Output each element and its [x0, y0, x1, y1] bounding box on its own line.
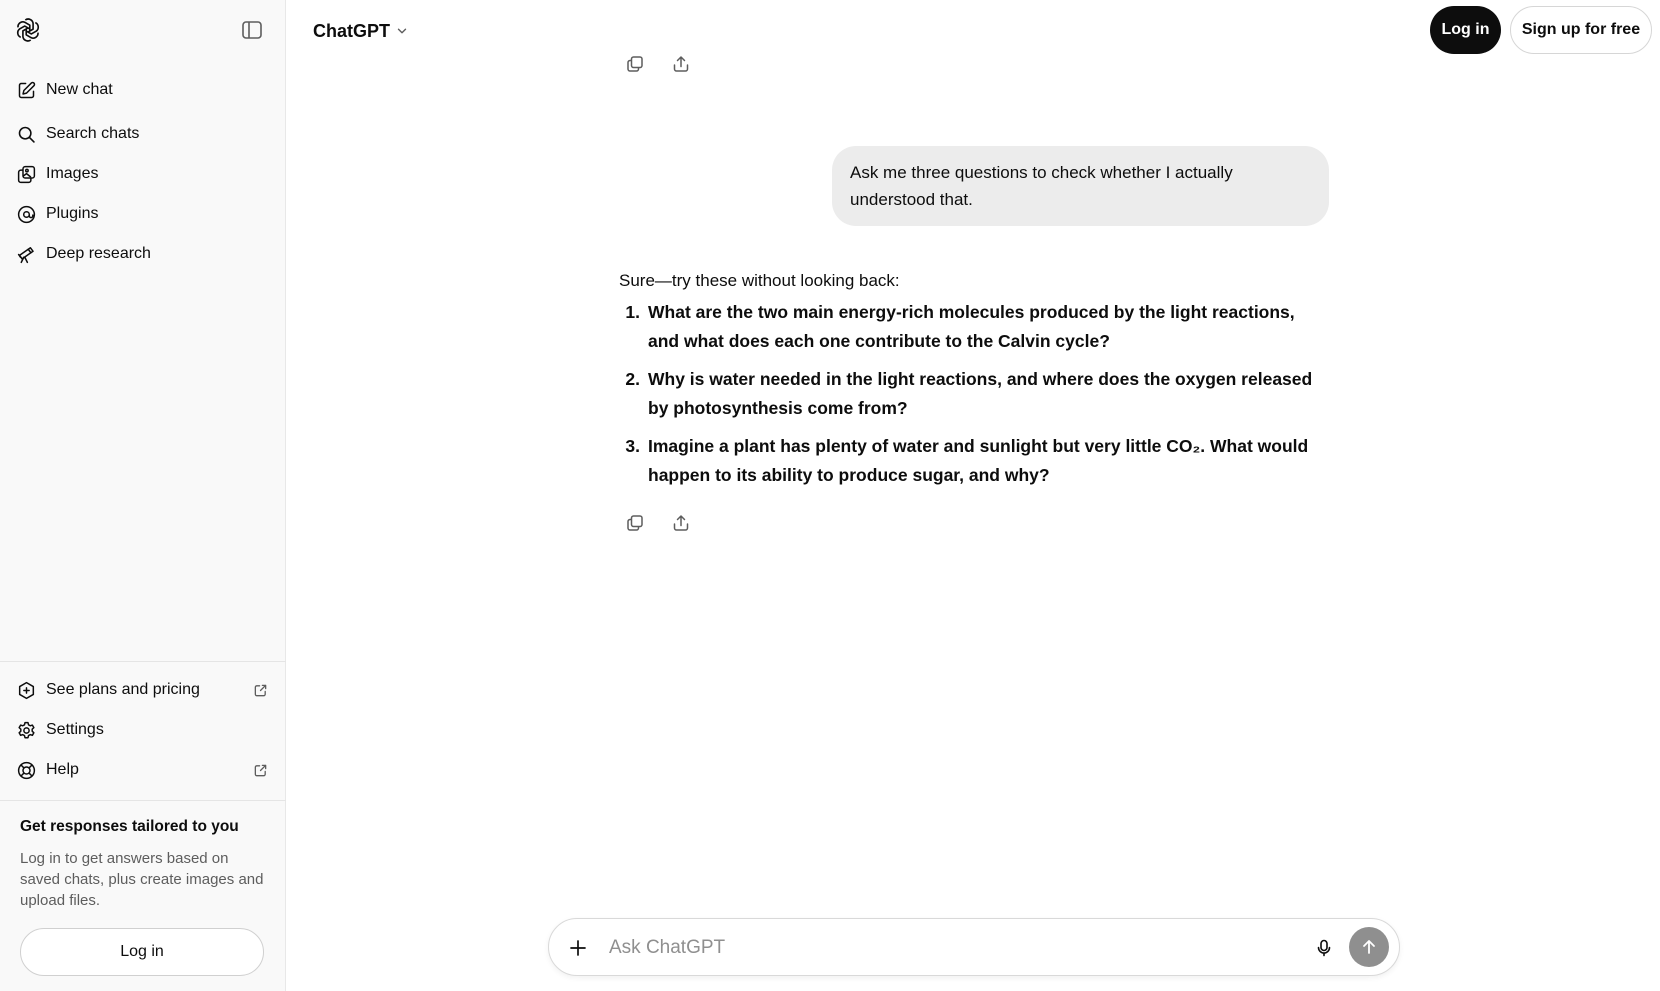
- question-text: Why is water needed in the light reactions, and where does the oxygen released by photosynthesis come from?: [648, 369, 1313, 418]
- sidebar-item-label: New chat: [46, 81, 113, 98]
- openai-logo-icon[interactable]: [15, 17, 41, 43]
- assistant-message: [619, 268, 1329, 499]
- sidebar-item-label: See plans and pricing: [46, 681, 200, 698]
- sidebar-item-label: Deep research: [46, 245, 151, 262]
- composer: [548, 918, 1400, 976]
- sidebar: [0, 0, 286, 991]
- user-message: Ask me three questions to check whether I actually understood that.: [832, 146, 1329, 226]
- list-number: 3.: [625, 436, 640, 456]
- images-icon: [16, 164, 37, 185]
- login-button[interactable]: Log in: [1430, 6, 1501, 54]
- sidebar-item-label: Plugins: [46, 205, 99, 222]
- list-number: 2.: [625, 369, 640, 389]
- telescope-icon: [16, 244, 37, 265]
- edit-icon: [16, 80, 37, 101]
- sidebar-item-plans-pricing[interactable]: [0, 670, 286, 710]
- sidebar-bottom-menu: [0, 670, 286, 790]
- sidebar-item-label: Search chats: [46, 125, 140, 142]
- plans-icon: [16, 680, 37, 701]
- list-number: 1.: [625, 302, 640, 322]
- promo-text: Log in to get answers based on saved chats, plus create images and upload files.: [20, 850, 264, 909]
- list-item: [619, 432, 1329, 490]
- question-text: What are the two main energy-rich molecules produced by the light reactions, and what does each one contribute to the Calvin cycle?: [648, 302, 1295, 351]
- sidebar-toggle-icon[interactable]: [240, 19, 264, 41]
- assistant-intro: Sure—try these without looking back:: [619, 271, 900, 290]
- sidebar-item-label: Help: [46, 761, 79, 778]
- question-list: [619, 298, 1329, 490]
- copy-icon[interactable]: [623, 511, 647, 535]
- message-actions: [623, 511, 693, 535]
- sidebar-item-new-chat[interactable]: [0, 68, 286, 112]
- list-item: [619, 298, 1329, 356]
- arrow-up-icon: [1359, 937, 1379, 957]
- sidebar-item-plugins[interactable]: [0, 194, 286, 234]
- sidebar-divider: [0, 800, 286, 801]
- message-actions: [623, 52, 693, 76]
- sidebar-item-label: Images: [46, 165, 99, 182]
- sidebar-item-images[interactable]: [0, 154, 286, 194]
- sidebar-item-search-chats[interactable]: [0, 114, 286, 154]
- list-item: [619, 365, 1329, 423]
- share-icon[interactable]: [669, 52, 693, 76]
- plus-icon[interactable]: [565, 935, 591, 961]
- sidebar-nav: [0, 68, 286, 274]
- sidebar-divider: [0, 661, 286, 662]
- help-icon: [16, 760, 37, 781]
- plugins-icon: [16, 204, 37, 225]
- copy-icon[interactable]: [623, 52, 647, 76]
- promo-login-button[interactable]: Log in: [20, 928, 264, 976]
- sidebar-item-label: Settings: [46, 721, 104, 738]
- question-text: Imagine a plant has plenty of water and sunlight but very little CO₂. What would happen to its ability to produce sugar, and why?: [648, 436, 1309, 485]
- external-link-icon: [253, 763, 268, 778]
- external-link-icon: [253, 683, 268, 698]
- model-name: ChatGPT: [313, 20, 391, 41]
- signup-button[interactable]: Sign up for free: [1510, 6, 1652, 54]
- share-icon[interactable]: [669, 511, 693, 535]
- sidebar-item-settings[interactable]: [0, 710, 286, 750]
- sidebar-item-deep-research[interactable]: [0, 234, 286, 274]
- search-icon: [16, 124, 37, 145]
- chevron-down-icon: [395, 24, 409, 38]
- microphone-icon[interactable]: [1311, 935, 1337, 961]
- gear-icon: [16, 720, 37, 741]
- send-button[interactable]: [1349, 927, 1389, 967]
- model-selector[interactable]: [313, 18, 409, 44]
- login-promo: [20, 818, 270, 911]
- promo-title: Get responses tailored to you: [20, 818, 239, 835]
- chat-input[interactable]: [609, 931, 1249, 965]
- sidebar-item-help[interactable]: [0, 750, 286, 790]
